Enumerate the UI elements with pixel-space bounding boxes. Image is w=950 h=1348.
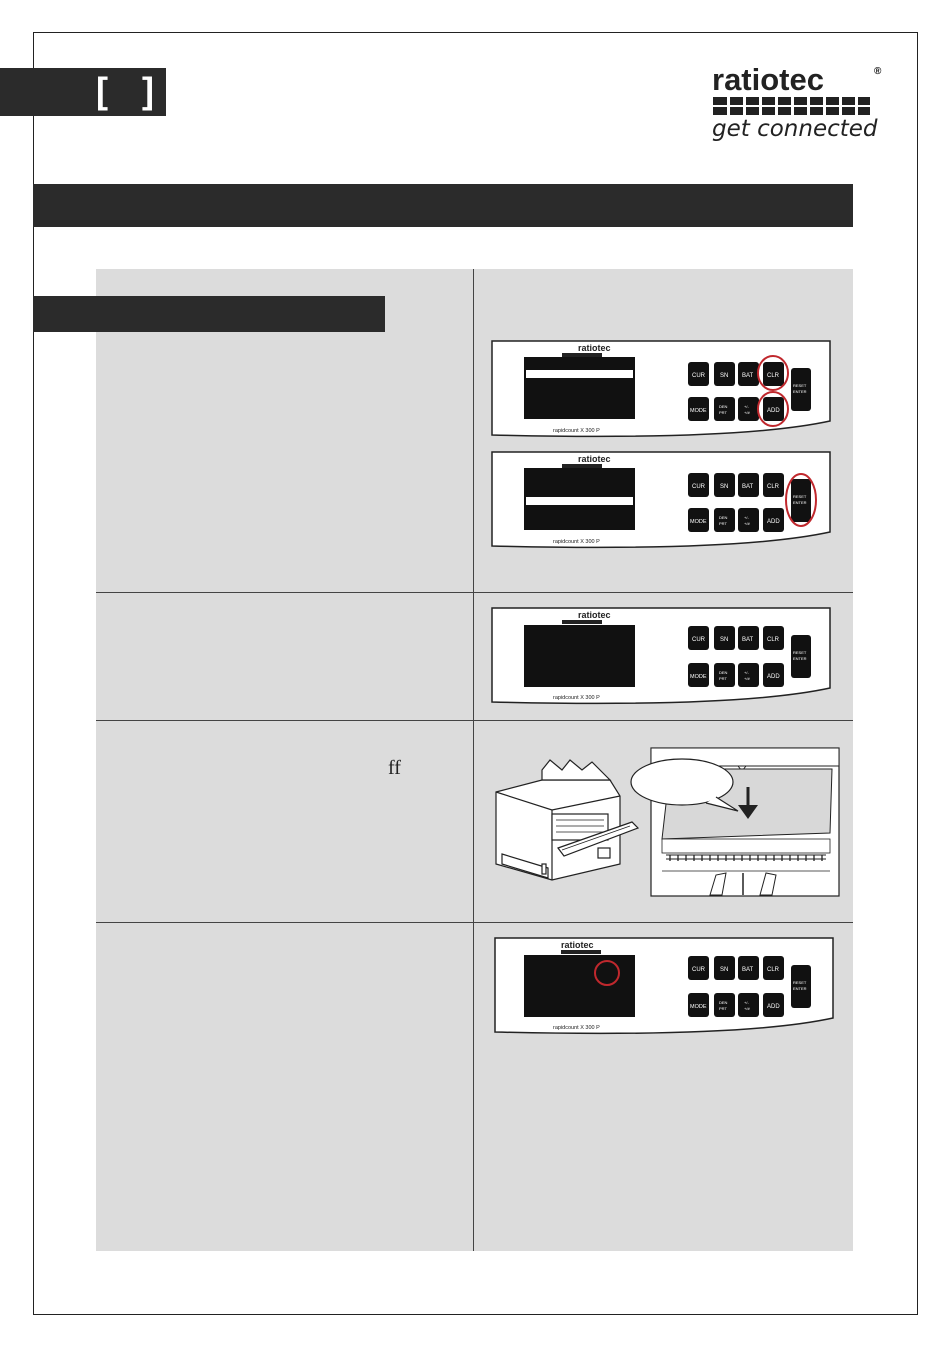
svg-text:SN: SN <box>720 637 729 643</box>
svg-text:SN: SN <box>720 373 729 379</box>
banknote-counter-illustration <box>492 752 642 899</box>
svg-text:DEN: DEN <box>719 670 728 675</box>
svg-text:MODE: MODE <box>690 519 707 525</box>
svg-text:BAT: BAT <box>742 967 754 973</box>
svg-text:+/#: +/# <box>744 521 750 526</box>
svg-text:ENTER: ENTER <box>793 389 807 394</box>
svg-text:ADD: ADD <box>767 408 780 414</box>
svg-text:SN: SN <box>720 967 729 973</box>
row-divider-1 <box>96 592 853 593</box>
device-model: rapidcount X 300 P <box>553 1025 600 1031</box>
device-brand: ratiotec <box>578 454 611 464</box>
svg-text:RESET: RESET <box>793 383 807 388</box>
step3-text-fragment: ff <box>388 757 401 779</box>
control-panel-illustration <box>491 936 837 1038</box>
svg-text:CLR: CLR <box>767 637 780 643</box>
svg-text:MODE: MODE <box>690 1004 707 1010</box>
svg-text:+/-: +/- <box>744 515 749 520</box>
svg-text:ADD: ADD <box>767 674 780 680</box>
device-panel-2 <box>488 450 834 552</box>
display-highlight-row <box>526 497 633 505</box>
section-subtitle-bar <box>33 296 385 332</box>
device-model: rapidcount X 300 P <box>553 539 600 545</box>
svg-text:ADD: ADD <box>767 1004 780 1010</box>
den-prt-key[interactable] <box>714 993 735 1017</box>
svg-text:+/-: +/- <box>744 1000 749 1005</box>
logo-bar-pattern <box>713 97 870 115</box>
svg-text:+/-: +/- <box>744 404 749 409</box>
svg-text:CUR: CUR <box>692 373 705 379</box>
device-panel-4 <box>491 936 837 1038</box>
logo-tagline: get connected <box>712 116 878 142</box>
display-screen <box>524 955 635 1017</box>
svg-text:+/-: +/- <box>744 670 749 675</box>
svg-text:RESET: RESET <box>793 494 807 499</box>
svg-text:ADD: ADD <box>767 519 780 525</box>
device-brand: ratiotec <box>561 940 594 950</box>
svg-text:PRT: PRT <box>719 676 727 681</box>
svg-text:ENTER: ENTER <box>793 656 807 661</box>
svg-text:CLR: CLR <box>767 484 780 490</box>
svg-text:BAT: BAT <box>742 484 754 490</box>
bracket-left: [ <box>96 70 108 111</box>
svg-text:RESET: RESET <box>793 650 807 655</box>
svg-text:+/#: +/# <box>744 410 750 415</box>
bracket-right: ] <box>142 70 154 111</box>
device-brand: ratiotec <box>578 610 611 620</box>
svg-text:SN: SN <box>720 484 729 490</box>
device-panel-3 <box>488 606 834 708</box>
svg-text:CUR: CUR <box>692 637 705 643</box>
display-highlight-row <box>526 370 633 378</box>
display-screen <box>524 357 635 419</box>
svg-text:DEN: DEN <box>719 404 728 409</box>
svg-text:BAT: BAT <box>742 373 754 379</box>
plus-minus-key[interactable] <box>738 397 759 421</box>
svg-text:PRT: PRT <box>719 521 727 526</box>
control-panel-illustration <box>488 450 834 552</box>
svg-text:DEN: DEN <box>719 1000 728 1005</box>
svg-text:ENTER: ENTER <box>793 500 807 505</box>
device-panel-1 <box>488 339 834 441</box>
svg-text:ENTER: ENTER <box>793 986 807 991</box>
svg-text:PRT: PRT <box>719 410 727 415</box>
control-panel-illustration <box>488 339 834 441</box>
svg-text:BAT: BAT <box>742 637 754 643</box>
device-model: rapidcount X 300 P <box>553 428 600 434</box>
svg-text:MODE: MODE <box>690 674 707 680</box>
page-title-bar <box>33 184 853 227</box>
svg-text:MODE: MODE <box>690 408 707 414</box>
svg-text:RESET: RESET <box>793 980 807 985</box>
svg-text:CLR: CLR <box>767 373 780 379</box>
row-divider-3 <box>96 922 853 923</box>
den-prt-key[interactable] <box>714 397 735 421</box>
svg-text:CUR: CUR <box>692 967 705 973</box>
den-prt-key[interactable] <box>714 508 735 532</box>
callout-bubble <box>628 757 740 813</box>
plus-minus-key[interactable] <box>738 663 759 687</box>
logo-wordmark: ratiotec <box>712 62 824 97</box>
svg-text:DEN: DEN <box>719 515 728 520</box>
device-model: rapidcount X 300 P <box>553 695 600 701</box>
device-brand: ratiotec <box>578 343 611 353</box>
brand-logo <box>712 64 882 159</box>
svg-text:+/#: +/# <box>744 676 750 681</box>
section-tab <box>0 68 166 116</box>
svg-text:CUR: CUR <box>692 484 705 490</box>
column-divider <box>473 269 474 1251</box>
plus-minus-key[interactable] <box>738 993 759 1017</box>
den-prt-key[interactable] <box>714 663 735 687</box>
display-screen <box>524 625 635 687</box>
control-panel-illustration <box>488 606 834 708</box>
plus-minus-key[interactable] <box>738 508 759 532</box>
svg-text:+/#: +/# <box>744 1006 750 1011</box>
svg-text:PRT: PRT <box>719 1006 727 1011</box>
logo-registered-mark: ® <box>874 66 882 77</box>
svg-text:CLR: CLR <box>767 967 780 973</box>
row-divider-2 <box>96 720 853 721</box>
